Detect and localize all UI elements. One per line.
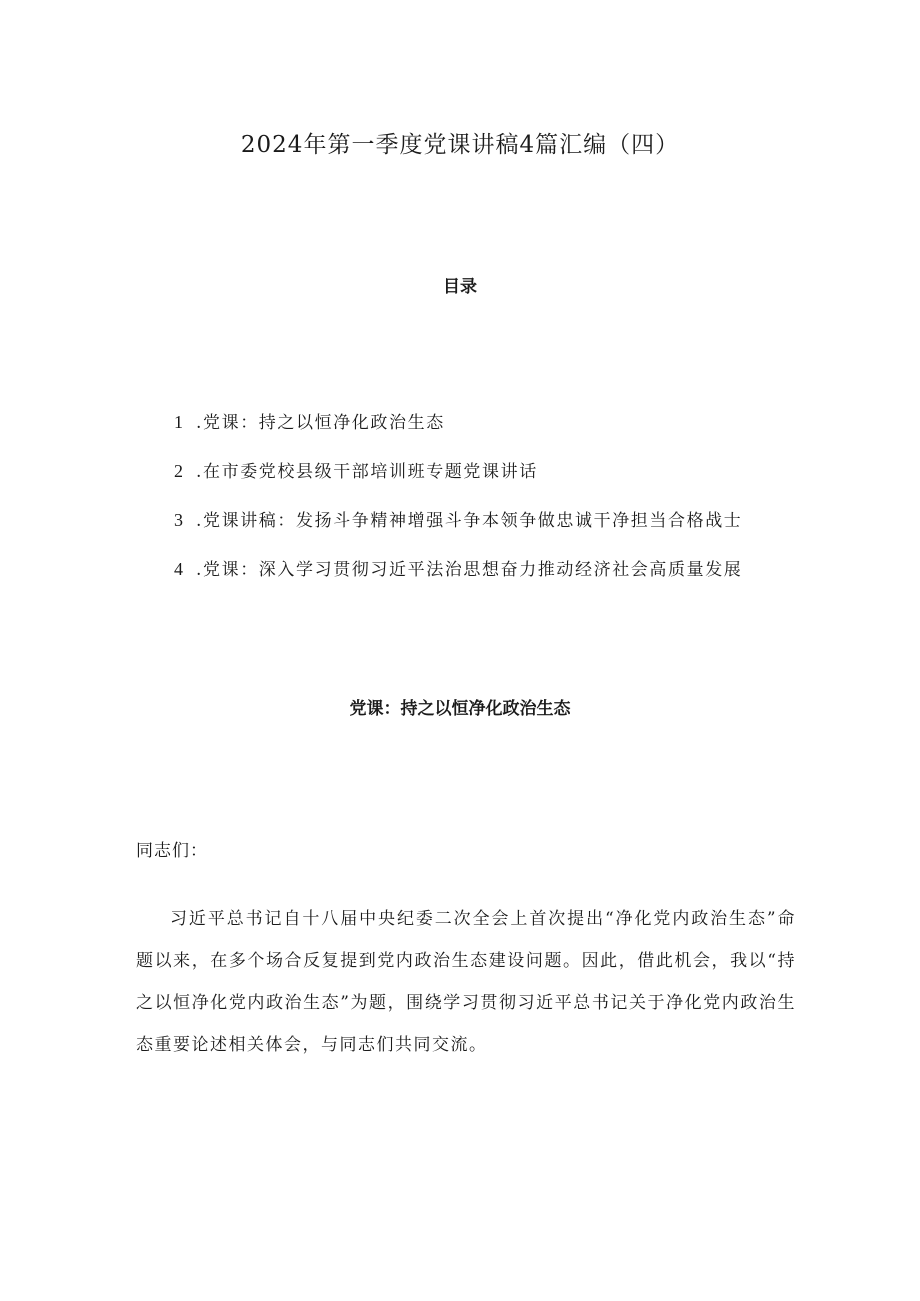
toc-item-text: .在市委党校县级干部培训班专题党课讲话	[196, 462, 538, 482]
body-paragraph: 习近平总书记自十八届中央纪委二次全会上首次提出“净化党内政治生态”命题以来，在多个场合反复提到党内政治生态建设问题。因此，借此机会，我以“持之以恒净化党内政治生态”为题，围绕学习贯彻习近平总书记关于净化党内政治生态重要论述相关体会，与同志们共同交流。	[136, 909, 796, 1055]
toc-item-text: .党课：深入学习贯彻习近平法治思想奋力推动经济社会高质量发展	[196, 560, 743, 580]
table-of-contents	[174, 410, 874, 606]
toc-item-number: 3	[174, 510, 183, 530]
document-title: 2024年第一季度党课讲稿4篇汇编（四）	[240, 132, 680, 158]
toc-item-text: .党课讲稿：发扬斗争精神增强斗争本领争做忠诚干净担当合格战士	[196, 511, 743, 531]
section-heading: 党课：持之以恒净化政治生态	[349, 699, 571, 719]
toc-item	[174, 508, 874, 533]
toc-item-number: 2	[174, 461, 183, 481]
toc-item	[174, 410, 874, 435]
salutation: 同志们：	[136, 841, 208, 861]
toc-heading: 目录	[443, 277, 477, 297]
toc-item-number: 4	[174, 559, 183, 579]
toc-item	[174, 557, 874, 582]
toc-item-text: .党课：持之以恒净化政治生态	[196, 413, 445, 433]
toc-item	[174, 459, 874, 484]
toc-item-number: 1	[174, 412, 183, 432]
